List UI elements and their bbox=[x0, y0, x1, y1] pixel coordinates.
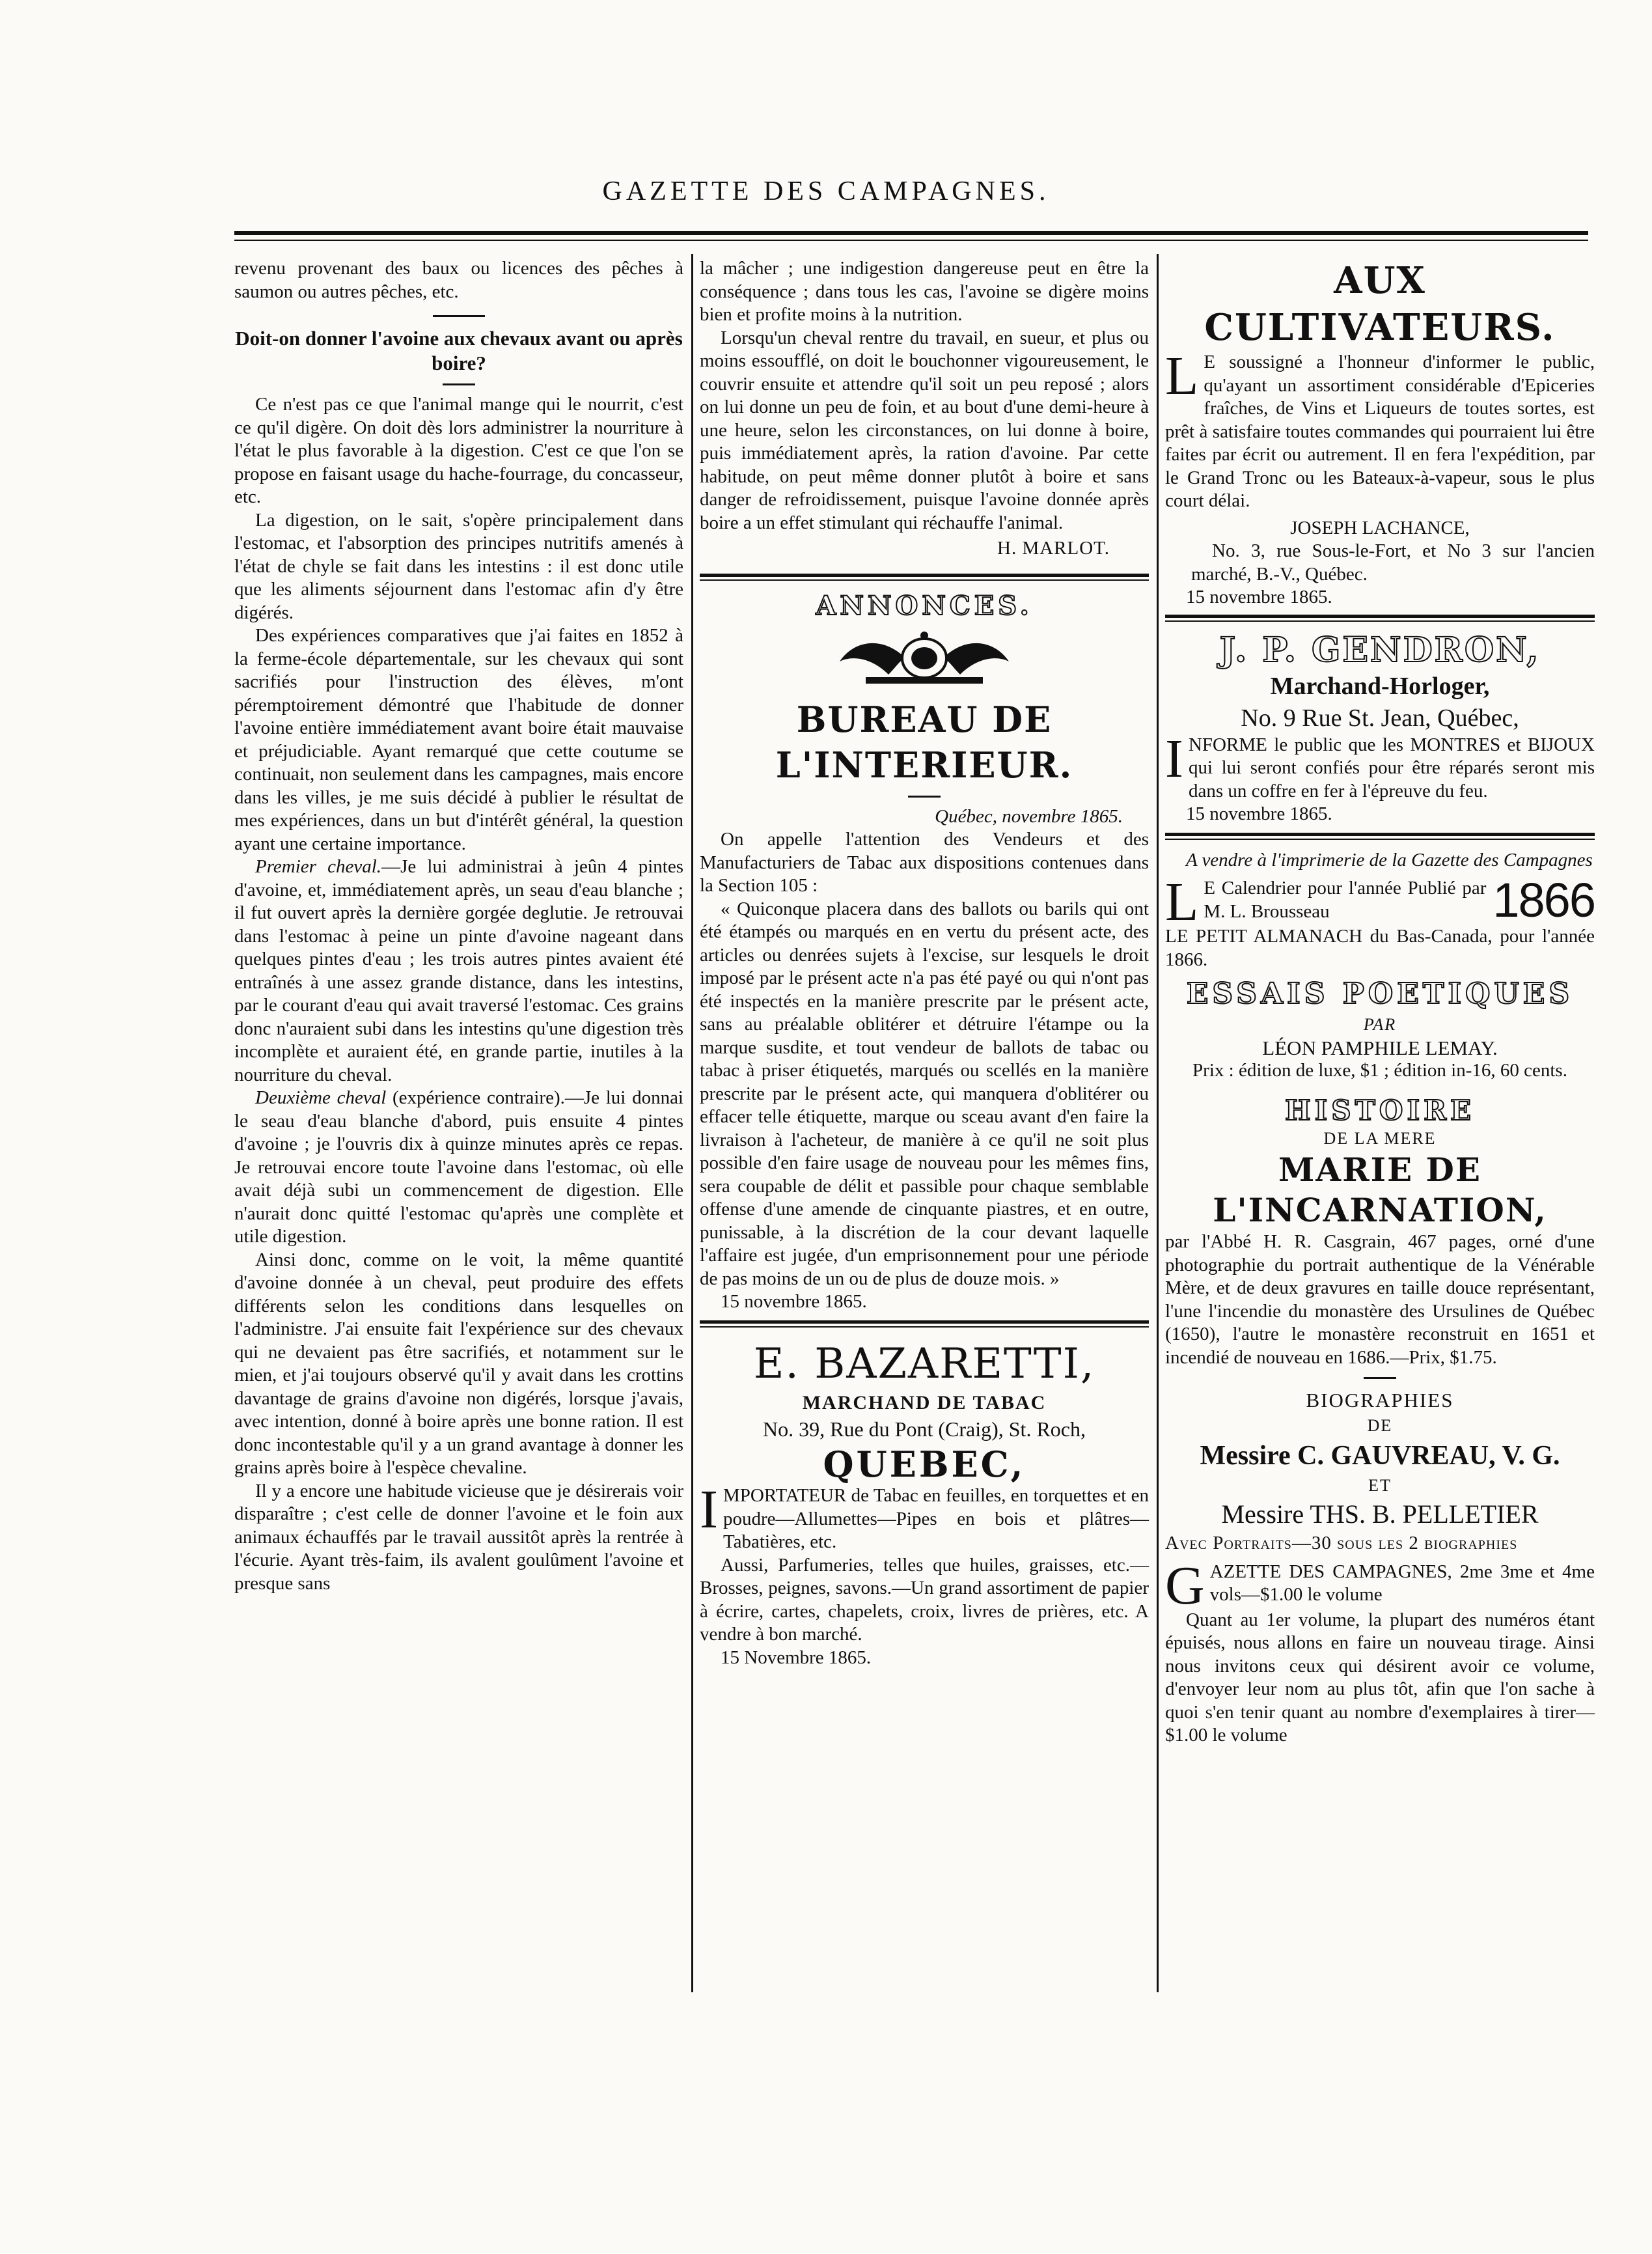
bazaretti-city: QUEBEC, bbox=[823, 1443, 1026, 1485]
vendre-line: A vendre à l'imprimerie de la Gazette des Campagnes bbox=[1186, 849, 1593, 870]
drop-cap: G bbox=[1165, 1555, 1205, 1616]
biographies-price: Avec Portraits—30 sous les 2 biographies bbox=[1165, 1533, 1518, 1553]
paragraph-label: Deuxième cheval bbox=[255, 1087, 387, 1108]
section-rule-thick bbox=[700, 574, 1149, 577]
paragraph-text: E soussigné a l'honneur d'informer le public, qu'ayant un assortiment considérable d'Epiceries fraîches, de Vins et Liqueurs de toutes sortes, est prêt à satisfaire toutes commandes qui pourraient lui être faites par écrit ou autrement. Il en fera l'expédition, par le Grand Tronc ou les Bateaux-à-vapeur, sous le plus court délai. bbox=[1165, 352, 1595, 511]
essais-author: LÉON PAMPHILE LEMAY. bbox=[1262, 1036, 1498, 1059]
article-paragraph: Des expériences comparatives que j'ai faites en 1852 à la ferme-école départementale, sur les chevaux qui sont sacrifiés pour l'instruction des élèves, m'ont péremptoirement démontré que l'habitude de donner l'avoine entière immédiatement avant boire était mauvaise et préjudiciable. Ayant remarqué que cette coutume se continuait, non seulement dans les campagnes, mais encore dans les villes, je me suis décidé à publier le résultat de mes expériences, dans un but d'intérêt général, la question ayant une certaine importance. bbox=[234, 625, 683, 854]
gendron-role: Marchand-Horloger, bbox=[1270, 672, 1490, 700]
gazette-paragraph: Quant au 1er volume, la plupart des numéros étant épuisés, nous allons en faire un nouveau tirage. Ainsi nous invitons ceux qui désirent avoir ce volume, d'envoyer leur nom au plus tôt, afin que l'on sache à quoi s'en tenir quant au nombre d'exemplaires à tirer—$1.00 le volume bbox=[1165, 1609, 1595, 1746]
paragraph-text: NFORME le public que les MONTRES et BIJOUX qui lui seront confiés pour être réparés seront mis dans un coffre en fer à l'épreuve du feu. bbox=[1188, 734, 1595, 801]
paragraph-text: E Calendrier pour l'année Publié par M. L. Brousseau bbox=[1204, 878, 1487, 922]
article-paragraph: La digestion, on le sait, s'opère principalement dans l'estomac, et l'absorption des principes nutritifs amenés à l'état de chyle se fait dans les intestins : il est donc utile que les aliments séjournent dans l'estomac afin d'y être digérés. bbox=[234, 509, 683, 623]
almanach-line: LE PETIT ALMANACH du Bas-Canada, pour l'année 1866. bbox=[1165, 926, 1595, 970]
article-signature: H. MARLOT. bbox=[997, 538, 1110, 559]
paragraph-text: —Je lui administrai à jeûn 4 pintes d'avoine, et, immédiatement après, un seau d'eau blanche ; il fut ouvert après la dernière gorgée deglutie. Je retrouvai dans l'estomac à peine un pinte d'avoine nageant dans quelques pintes d'eau ; les trois autres pintes avaient été entraînés à une assez grande distance, dans les intestins, par le courant d'eau qui avait traversé l'estomac. Ces grains donc n'auraient subi dans les intestins qu'une digestion très incomplète et auraient été, en grande partie, inutiles à la nourriture du cheval. bbox=[234, 856, 683, 1085]
histoire-de-la-mere: DE LA MERE bbox=[1323, 1128, 1437, 1148]
gendron-address: No. 9 Rue St. Jean, Québec, bbox=[1241, 704, 1519, 732]
column-divider-1 bbox=[691, 254, 693, 1992]
continued-paragraph: la mâcher ; une indigestion dangereuse peut en être la conséquence ; dans tous les cas, l'avoine se digère moins bien et profite moins à la nutrition. bbox=[700, 258, 1149, 325]
paragraph-text: AZETTE DES CAMPAGNES, 2me 3me et 4me vols—$1.00 le volume bbox=[1209, 1561, 1595, 1605]
separator-rule bbox=[443, 383, 475, 385]
biographies-title: BIOGRAPHIES bbox=[1306, 1389, 1454, 1412]
separator-rule bbox=[433, 315, 485, 317]
ad-date: 15 novembre 1865. bbox=[1186, 803, 1332, 824]
essais-title: ESSAIS POETIQUES bbox=[1186, 977, 1574, 1010]
bazaretti-name: E. BAZARETTI, bbox=[753, 1339, 1095, 1388]
bureau-quote: « Quiconque placera dans des ballots ou barils qui ont été étampés ou marqués en en vertu du présent acte, des articles ou denrées sujets à l'excise, sur lesquels le droit imposé par le présent acte n'a pas été payé ou qui n'ont pas été inspectés en la manière prescrite par le présent acte, sans au préalable oblitérer et détruire l'étampe ou la marque susdite, et tout vendeur de ballots de tabac ou tabac à priser étiquetés, marqués ou scellés en la manière prescrite par le présent acte, qui manquera d'oblitérer ou effacer telle étiquette, marque ou sceau avant d'en faire la livraison à l'acheteur, de manière à ce qu'il ne soit plus possible d'en faire usage de nouveau pour les mêmes fins, sera coupable de délit et passible pour chaque semblable offense d'une amende de cinquante piastres, et en outre, punissable, à la discrétion de la cour devant laquelle l'affaire est jugée, d'un emprisonnement pour une période de pas moins de un ou de plus de douze mois. » bbox=[700, 898, 1149, 1289]
coat-of-arms-ornament bbox=[827, 629, 1022, 688]
article-paragraph: Lorsqu'un cheval rentre du travail, en sueur, et plus ou moins essoufflé, on doit le bouchonner vigoureusement, le couvrir ensuite et attendre qu'il soit un peu reposé ; alors on lui donne un peu de foin, et au bout d'une demi-heure à une heure, selon les circonstances, on lui donne à boire, puis immédiatement après, la ration d'avoine. Par cette habitude, on peut même donner plutôt à boire et sans danger de refroidissement, puisque l'avoine donnée après boire a un effet stimulant qui réchauffe l'animal. bbox=[700, 327, 1149, 533]
section-rule-thin bbox=[1165, 620, 1595, 622]
article-title: Doit-on donner l'avoine aux chevaux avant ou après boire? bbox=[235, 327, 683, 374]
histoire-name: MARIE DE L'INCARNATION, bbox=[1213, 1150, 1547, 1229]
drop-cap: I bbox=[700, 1479, 718, 1540]
biography-name-1: Messire C. GAUVREAU, V. G. bbox=[1200, 1440, 1560, 1471]
article-paragraph bbox=[234, 1087, 683, 1249]
histoire-paragraph: par l'Abbé H. R. Casgrain, 467 pages, orné d'une photographie du portrait authentique de la Vénérable Mère, et de deux gravures en taille douce représentant, l'une l'incendie du monastère des Ursulines de Québec (1650), l'autre le monastère reconstruit en 1651 et incendié de nouveau en 1686.—Prix, $1.75. bbox=[1165, 1231, 1595, 1368]
merchant-address: No. 3, rue Sous-le-Fort, et No 3 sur l'ancien marché, B.-V., Québec. bbox=[1191, 540, 1595, 585]
paragraph-text: (expérience contraire).—Je lui donnai le seau d'eau blanche d'abord, puis ensuite 4 pintes d'avoine ; je l'ouvris dix à quinze minutes après ce repas. Je retrouvai encore toute l'avoine dans l'estomac, où elle avait déjà subi un commencement de digestion. Elle n'aurait donc quitté l'estomac qu'après une complète et utile digestion. bbox=[234, 1087, 683, 1247]
continued-paragraph: revenu provenant des baux ou licences des pêches à saumon ou autres pêches, etc. bbox=[234, 258, 683, 302]
header-rule-thin bbox=[234, 240, 1588, 241]
bazaretti-date: 15 Novembre 1865. bbox=[721, 1647, 872, 1668]
bazaretti-paragraph bbox=[700, 1479, 1149, 1554]
drop-cap: L bbox=[1165, 872, 1199, 932]
bureau-dateline: 15 novembre 1865. bbox=[721, 1291, 867, 1312]
page-header: GAZETTE DES CAMPAGNES. bbox=[602, 176, 1050, 206]
biography-name-2: Messire THS. B. PELLETIER bbox=[1221, 1499, 1539, 1529]
paragraph-text: MPORTATEUR de Tabac en feuilles, en torquettes et en poudre—Allumettes—Pipes en bois et plâtres—Tabatières, etc. bbox=[723, 1485, 1149, 1552]
bazaretti-paragraph: Aussi, Parfumeries, telles que huiles, graisses, etc.—Brosses, peignes, savons.—Un grand assortiment de papier à écrire, cartes, chapelets, croix, livres de prières, etc. A vendre à bon marché. bbox=[700, 1554, 1149, 1645]
bazaretti-address: No. 39, Rue du Pont (Craig), St. Roch, bbox=[763, 1417, 1086, 1441]
annonces-heading: ANNONCES. bbox=[816, 590, 1033, 621]
paragraph-label: Premier cheval. bbox=[255, 856, 382, 877]
section-rule-thick bbox=[700, 1320, 1149, 1324]
column-1 bbox=[234, 257, 683, 1595]
gendron-name: J. P. GENDRON, bbox=[1219, 630, 1541, 670]
drop-cap: L bbox=[1165, 346, 1199, 406]
aux-cultivateurs-paragraph bbox=[1165, 346, 1595, 513]
section-rule-thick bbox=[1165, 615, 1595, 618]
column-2 bbox=[700, 257, 1149, 1669]
article-paragraph: Ce n'est pas ce que l'animal mange qui le nourrit, c'est ce qu'il digère. On doit dès lors administrer la nourriture à l'état le plus favorable à la digestion. C'est ce que l'on se propose en faisant usage du hache-fourrage, du concasseur, etc. bbox=[234, 394, 683, 507]
drop-cap: I bbox=[1165, 728, 1183, 789]
histoire-title: HISTOIRE bbox=[1284, 1094, 1476, 1126]
gazette-paragraph bbox=[1165, 1555, 1595, 1616]
bazaretti-role: MARCHAND DE TABAC bbox=[802, 1391, 1047, 1413]
gendron-paragraph bbox=[1165, 728, 1595, 803]
biographies-et: ET bbox=[1368, 1475, 1392, 1495]
separator-rule bbox=[908, 796, 941, 798]
essais-price: Prix : édition de luxe, $1 ; édition in-16, 60 cents. bbox=[1192, 1060, 1567, 1081]
bureau-date: Québec, novembre 1865. bbox=[935, 805, 1123, 827]
article-paragraph: Il y a encore une habitude vicieuse que je désirerais voir disparaître ; c'est celle de donner l'avoine et le foin aux animaux échauffés par le travail aussitôt après la rentrée à l'écurie. Ayant très-faim, ils avalent goulûment l'avoine et presque sans bbox=[234, 1480, 683, 1594]
header-rule-thick bbox=[234, 231, 1588, 235]
section-rule-thin bbox=[1165, 839, 1595, 840]
separator-rule bbox=[1364, 1377, 1396, 1379]
section-rule-thin bbox=[700, 1326, 1149, 1328]
column-3 bbox=[1165, 257, 1595, 1747]
aux-cultivateurs-title: AUX CULTIVATEURS. bbox=[1204, 259, 1556, 349]
article-paragraph: Ainsi donc, comme on le voit, la même quantité d'avoine donnée à un cheval, peut produire des effets différents selon les conditions dans lesquelles on l'administre. J'ai ensuite fait l'expérience sur des chevaux qui ne devaient pas être sacrifiés, et notamment sur le mien, et j'ai toujours observé qu'il y avait dans les crottins davantage de grains d'avoine non digérés, lorsque j'avais, avec intention, donné à boire après une bonne ration. Il est donc incontestable qu'il y a un grand avantage à donner les grains après boire à l'espèce chevaline. bbox=[234, 1249, 683, 1478]
calendar-paragraph bbox=[1165, 872, 1595, 932]
bureau-paragraph: On appelle l'attention des Vendeurs et des Manufacturiers de Tabac aux dispositions contenues dans la Section 105 : bbox=[700, 829, 1149, 896]
bureau-title: BUREAU DE L'INTERIEUR. bbox=[775, 698, 1073, 786]
merchant-name: JOSEPH LACHANCE, bbox=[1290, 517, 1470, 538]
section-rule-thick bbox=[1165, 833, 1595, 836]
calendar-year: 1866 bbox=[1493, 873, 1595, 927]
section-rule-thin bbox=[700, 579, 1149, 581]
article-paragraph bbox=[234, 856, 683, 1087]
essais-par: PAR bbox=[1363, 1015, 1397, 1034]
column-divider-2 bbox=[1157, 254, 1159, 1992]
biographies-de: DE bbox=[1367, 1416, 1393, 1435]
ad-date: 15 novembre 1865. bbox=[1186, 587, 1332, 607]
